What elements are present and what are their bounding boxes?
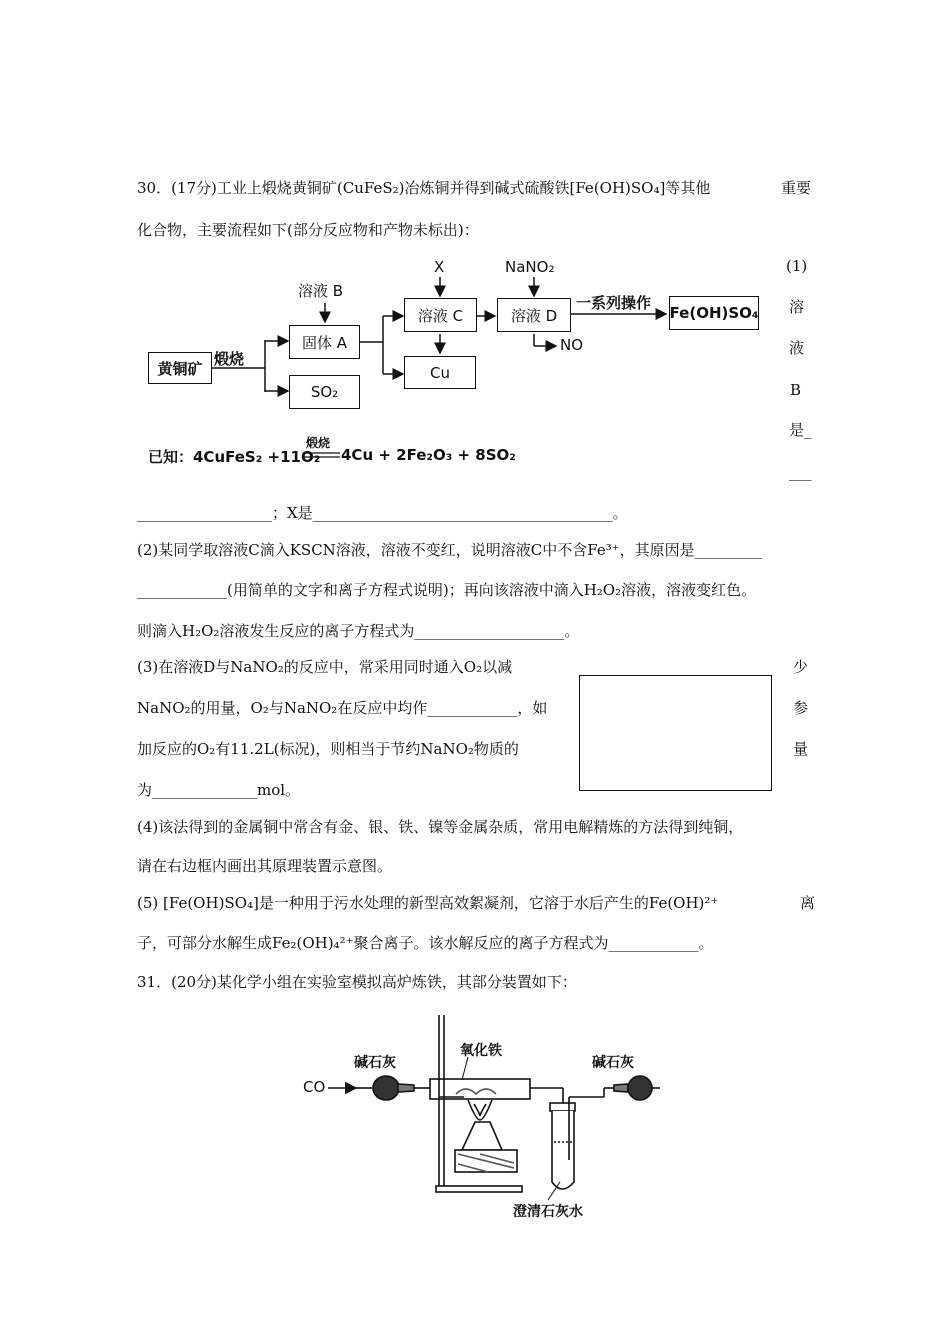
label-solution-b: 溶液 B bbox=[298, 282, 344, 300]
label-calcine: 煅烧 bbox=[214, 350, 245, 368]
box-solid-a: 固体 A bbox=[289, 325, 360, 359]
box-product: Fe(OH)SO₄ bbox=[669, 296, 759, 330]
known-equation-suffix: 4Cu + 2Fe₂O₃ + 8SO₂ bbox=[341, 446, 516, 464]
known-equation-prefix: 已知：4CuFeS₂ +11O₂ bbox=[148, 448, 321, 466]
label-x: X bbox=[434, 258, 445, 276]
q30-p3-line2: NaNO₂的用量，O₂与NaNO₂在反应中均作____________，如 bbox=[137, 699, 548, 717]
q30-p4-line1: (4)该法得到的金属铜中常含有金、银、铁、镍等金属杂质，常用电解精炼的方法得到纯铜， bbox=[137, 818, 744, 836]
q30-line1: 30．(17分)工业上煅烧黄铜矿(CuFeS₂)冶炼铜并得到碱式硫酸铁[Fe(OH)SO₄]等其他 bbox=[137, 179, 711, 197]
q30-fill-line: __________________；X是________________________________________。 bbox=[137, 504, 628, 522]
box-solution-c: 溶液 C bbox=[404, 298, 477, 332]
q30-p3-line4: 为______________mol。 bbox=[137, 781, 301, 799]
box-ore: 黄铜矿 bbox=[148, 352, 212, 384]
q30-line2: 化合物，主要流程如下(部分反应物和产物未标出)： bbox=[137, 221, 479, 239]
label-nano2: NaNO₂ bbox=[505, 258, 555, 276]
q31-line1: 31．(20分)某化学小组在实验室模拟高炉炼铁，其部分装置如下： bbox=[137, 973, 577, 991]
box-cu: Cu bbox=[404, 356, 476, 389]
label-co: CO bbox=[303, 1078, 326, 1096]
q30-line1-right: 重要 bbox=[781, 179, 812, 197]
label-ops: 一系列操作 bbox=[576, 294, 652, 312]
q30-side-3: 液 bbox=[789, 339, 805, 357]
label-no: NO bbox=[560, 336, 584, 354]
label-soda-lime-right: 碱石灰 bbox=[592, 1055, 634, 1071]
box-solution-d: 溶液 D bbox=[497, 298, 571, 332]
q30-p2-line1: (2)某同学取溶液C滴入KSCN溶液，溶液不变红，说明溶液C中不含Fe³⁺，其原因是_________ bbox=[137, 541, 763, 559]
label-soda-lime-left: 碱石灰 bbox=[354, 1055, 396, 1071]
q30-p4-line2: 请在右边框内画出其原理装置示意图。 bbox=[137, 857, 393, 875]
label-limewater: 澄清石灰水 bbox=[513, 1204, 583, 1220]
q30-p5-line1-right: 离 bbox=[800, 894, 816, 912]
q30-p5-line2: 子，可部分水解生成Fe₂(OH)₄²⁺聚合离子。该水解反应的离子方程式为____________。 bbox=[137, 934, 714, 952]
box-so2: SO₂ bbox=[289, 375, 360, 409]
q30-p2-line3: 则滴入H₂O₂溶液发生反应的离子方程式为____________________。 bbox=[137, 622, 580, 640]
label-iron-oxide: 氧化铁 bbox=[460, 1043, 502, 1059]
q30-p3-line1: (3)在溶液D与NaNO₂的反应中，常采用同时通入O₂以减 bbox=[137, 658, 513, 676]
q30-p2-line2: ____________(用简单的文字和离子方程式说明)；再向该溶液中滴入H₂O₂溶液，溶液变红色。 bbox=[137, 581, 757, 599]
q30-side-4: B bbox=[790, 381, 802, 399]
q30-side-1: (1) bbox=[786, 257, 808, 275]
q30-p3-line3: 加反应的O₂有11.2L(标况)，则相当于节约NaNO₂物质的 bbox=[137, 740, 519, 758]
q30-side-5: 是_ bbox=[789, 421, 812, 439]
q30-side-2: 溶 bbox=[789, 298, 805, 316]
q30-p5-line1: (5) [Fe(OH)SO₄]是一种用于污水处理的新型高效絮凝剂，它溶于水后产生的Fe(OH)²⁺ bbox=[137, 894, 719, 912]
q30-p3-side-3: 量 bbox=[793, 740, 809, 758]
q30-side-6: ___ bbox=[789, 463, 812, 481]
q30-p3-side-2: 参 bbox=[793, 699, 809, 717]
known-equation-condition: 煅烧 bbox=[306, 436, 331, 450]
q30-p3-side-1: 少 bbox=[793, 658, 809, 676]
